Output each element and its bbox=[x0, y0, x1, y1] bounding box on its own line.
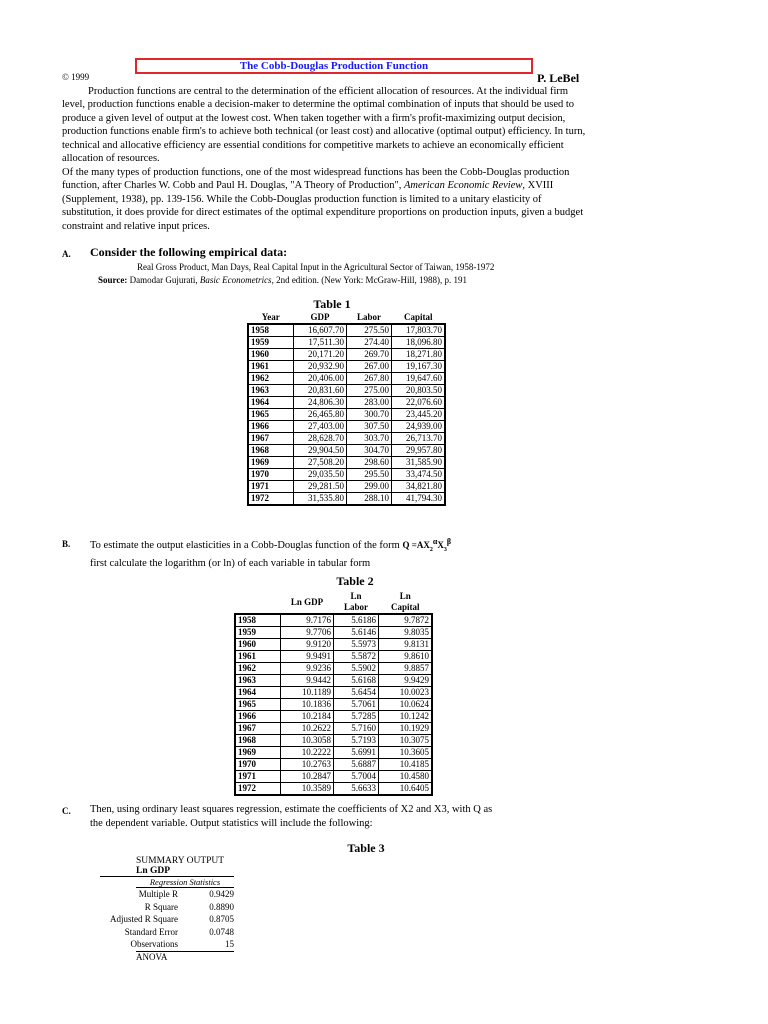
table1-row bbox=[248, 445, 445, 457]
table2-row bbox=[235, 627, 432, 639]
section-c-line1: Then, using ordinary least squares regression, estimate the coefficients of X2 and X3, with Q as bbox=[90, 804, 493, 815]
table2-row bbox=[235, 699, 432, 711]
section-c-letter: C. bbox=[62, 806, 71, 816]
table2-year-cell: 1971 bbox=[235, 771, 281, 783]
table2-year-cell: 1961 bbox=[235, 651, 281, 663]
table1-row bbox=[248, 361, 445, 373]
table2-title: Table 2 bbox=[336, 574, 374, 588]
table1-value-cell: 20,803.50 bbox=[392, 385, 446, 397]
intro-paragraph-2 bbox=[62, 166, 592, 233]
table1-year-cell: 1966 bbox=[248, 421, 294, 433]
formula-beta: β bbox=[446, 537, 452, 546]
table2-year-cell: 1965 bbox=[235, 699, 281, 711]
table2-value-cell: 10.4185 bbox=[379, 759, 433, 771]
table1-value-cell: 26,713.70 bbox=[392, 433, 446, 445]
table2-year-cell: 1958 bbox=[235, 614, 281, 627]
table1-value-cell: 23,445.20 bbox=[392, 409, 446, 421]
table2-value-cell: 5.6887 bbox=[334, 759, 379, 771]
intro-p2-post: , XVIII (Supplement, 1938), pp. 139-156. While the Cobb-Douglas production function is limited to a unitary elasticity of substitution, it does provide for direct estimates of the optimal expenditure proportions on production inputs, given a budget constraint and relative input prices. bbox=[62, 180, 584, 232]
table1-title: Table 1 bbox=[313, 297, 351, 311]
table2-year-cell: 1969 bbox=[235, 747, 281, 759]
table2-row bbox=[235, 614, 432, 627]
source-label: Source: bbox=[98, 275, 128, 285]
table2-year-cell: 1963 bbox=[235, 675, 281, 687]
table1-year-cell: 1965 bbox=[248, 409, 294, 421]
table1-value-cell: 26,465.80 bbox=[294, 409, 347, 421]
table1-year-cell: 1971 bbox=[248, 481, 294, 493]
table1-row bbox=[248, 493, 445, 506]
table1-row bbox=[248, 349, 445, 361]
journal-name: American Economic Review bbox=[404, 180, 523, 192]
table2-value-cell: 5.7193 bbox=[334, 735, 379, 747]
regression-stat-row bbox=[100, 901, 236, 914]
table2-value-cell: 10.2847 bbox=[281, 771, 334, 783]
table1-value-cell: 17,511.30 bbox=[294, 337, 347, 349]
table1-row bbox=[248, 409, 445, 421]
intro-text bbox=[62, 85, 592, 233]
regression-stat-label: Observations bbox=[130, 939, 178, 949]
table1-value-cell: 274.40 bbox=[347, 337, 392, 349]
table1-row bbox=[248, 433, 445, 445]
table1-row bbox=[248, 373, 445, 385]
table2-value-cell: 10.4580 bbox=[379, 771, 433, 783]
table1-value-cell: 304.70 bbox=[347, 445, 392, 457]
table1-year-cell: 1964 bbox=[248, 397, 294, 409]
table1-value-cell: 41,794.30 bbox=[392, 493, 446, 506]
table1-value-cell: 31,535.80 bbox=[294, 493, 347, 506]
table2-row bbox=[235, 711, 432, 723]
table1-value-cell: 288.10 bbox=[347, 493, 392, 506]
table1-header: GDP bbox=[310, 312, 330, 322]
table1 bbox=[247, 312, 446, 506]
table2-row bbox=[235, 651, 432, 663]
table2-value-cell: 5.6454 bbox=[334, 687, 379, 699]
source-description: Real Gross Product, Man Days, Real Capital Input in the Agricultural Sector of Taiwan, 1958-1972 bbox=[137, 262, 495, 272]
table1-value-cell: 300.70 bbox=[347, 409, 392, 421]
table2-row bbox=[235, 687, 432, 699]
table1-year-cell: 1972 bbox=[248, 493, 294, 506]
table1-value-cell: 19,167.30 bbox=[392, 361, 446, 373]
regression-stat-value: 0.9429 bbox=[209, 889, 234, 899]
table2-year-cell: 1962 bbox=[235, 663, 281, 675]
table1-row bbox=[248, 469, 445, 481]
table1-year-cell: 1960 bbox=[248, 349, 294, 361]
table2 bbox=[234, 591, 433, 796]
table1-value-cell: 299.00 bbox=[347, 481, 392, 493]
table2-value-cell: 5.6168 bbox=[334, 675, 379, 687]
page-title: The Cobb-Douglas Production Function bbox=[239, 60, 429, 72]
table2-value-cell: 5.7004 bbox=[334, 771, 379, 783]
table1-row bbox=[248, 421, 445, 433]
regression-stat-label: Adjusted R Square bbox=[110, 914, 178, 924]
table2-value-cell: 9.7872 bbox=[379, 614, 433, 627]
table1-year-cell: 1963 bbox=[248, 385, 294, 397]
table2-row bbox=[235, 639, 432, 651]
table1-value-cell: 33,474.50 bbox=[392, 469, 446, 481]
table1-value-cell: 29,035.50 bbox=[294, 469, 347, 481]
table2-value-cell: 9.9120 bbox=[281, 639, 334, 651]
table1-year-cell: 1968 bbox=[248, 445, 294, 457]
section-c-line2: the dependent variable. Output statistics will include the following: bbox=[90, 818, 373, 829]
table2-value-cell: 10.0624 bbox=[379, 699, 433, 711]
source-details: , 2nd edition. (New York: McGraw-Hill, 1988), p. 191 bbox=[271, 275, 468, 285]
table1-header: Capital bbox=[403, 312, 433, 322]
table1-value-cell: 269.70 bbox=[347, 349, 392, 361]
regression-stat-row bbox=[100, 913, 236, 926]
table2-row bbox=[235, 735, 432, 747]
table1-year-cell: 1967 bbox=[248, 433, 294, 445]
dependent-variable: Ln GDP bbox=[100, 866, 234, 877]
formula-sub2: 2 bbox=[429, 546, 433, 553]
table2-value-cell: 9.8857 bbox=[379, 663, 433, 675]
table1-value-cell: 22,076.60 bbox=[392, 397, 446, 409]
table1-year-cell: 1958 bbox=[248, 324, 294, 337]
table1-year-cell: 1970 bbox=[248, 469, 294, 481]
source-author: Damodar Gujurati, bbox=[129, 275, 200, 285]
table2-value-cell: 10.3058 bbox=[281, 735, 334, 747]
table2-value-cell: 10.6405 bbox=[379, 783, 433, 796]
table1-value-cell: 27,508.20 bbox=[294, 457, 347, 469]
table2-value-cell: 10.3605 bbox=[379, 747, 433, 759]
table2-value-cell: 5.5902 bbox=[334, 663, 379, 675]
table2-value-cell: 10.2763 bbox=[281, 759, 334, 771]
table1-row bbox=[248, 457, 445, 469]
table2-value-cell: 9.8035 bbox=[379, 627, 433, 639]
table1-row bbox=[248, 324, 445, 337]
formula-x3: X bbox=[437, 540, 444, 550]
table2-value-cell: 9.8131 bbox=[379, 639, 433, 651]
table1-value-cell: 283.00 bbox=[347, 397, 392, 409]
table2-row bbox=[235, 723, 432, 735]
table1-value-cell: 20,831.60 bbox=[294, 385, 347, 397]
table2-value-cell: 10.3075 bbox=[379, 735, 433, 747]
table1-value-cell: 267.00 bbox=[347, 361, 392, 373]
table2-value-cell: 5.5973 bbox=[334, 639, 379, 651]
regression-stat-row bbox=[100, 938, 236, 951]
table1-value-cell: 18,271.80 bbox=[392, 349, 446, 361]
table1-value-cell: 16,607.70 bbox=[294, 324, 347, 337]
table1-value-cell: 31,585.90 bbox=[392, 457, 446, 469]
table1-value-cell: 267.80 bbox=[347, 373, 392, 385]
section-b-letter: B. bbox=[62, 539, 71, 549]
table1-value-cell: 275.00 bbox=[347, 385, 392, 397]
regression-stat-value: 15 bbox=[225, 939, 234, 949]
table2-container bbox=[234, 591, 433, 796]
table1-value-cell: 295.50 bbox=[347, 469, 392, 481]
table1-value-cell: 19,647.60 bbox=[392, 373, 446, 385]
table1-value-cell: 275.50 bbox=[347, 324, 392, 337]
table2-year-cell: 1972 bbox=[235, 783, 281, 796]
section-a-heading: Consider the following empirical data: bbox=[90, 245, 288, 259]
table1-value-cell: 29,904.50 bbox=[294, 445, 347, 457]
table1-row bbox=[248, 337, 445, 349]
regression-stat-label: R Square bbox=[144, 901, 178, 912]
table2-year-cell: 1960 bbox=[235, 639, 281, 651]
table2-value-cell: 9.9491 bbox=[281, 651, 334, 663]
table1-year-cell: 1959 bbox=[248, 337, 294, 349]
table2-value-cell: 5.6991 bbox=[334, 747, 379, 759]
table2-row bbox=[235, 747, 432, 759]
source-book: Basic Econometrics bbox=[199, 275, 272, 285]
table2-value-cell: 10.2222 bbox=[281, 747, 334, 759]
table1-header: Year bbox=[261, 312, 280, 322]
table2-header: Ln Labor bbox=[343, 591, 368, 612]
table2-value-cell: 5.7160 bbox=[334, 723, 379, 735]
table1-row bbox=[248, 397, 445, 409]
table1-value-cell: 303.70 bbox=[347, 433, 392, 445]
section-b-text bbox=[90, 535, 451, 571]
table1-value-cell: 18,096.80 bbox=[392, 337, 446, 349]
table1-value-cell: 29,957.80 bbox=[392, 445, 446, 457]
regression-stat-value: 0.0748 bbox=[209, 926, 234, 937]
table2-value-cell: 10.1929 bbox=[379, 723, 433, 735]
regression-stat-value: 0.8705 bbox=[209, 914, 234, 924]
table2-value-cell: 9.8610 bbox=[379, 651, 433, 663]
section-b-intro: To estimate the output elasticities in a Cobb-Douglas function of the form bbox=[90, 540, 403, 551]
table2-year-cell: 1967 bbox=[235, 723, 281, 735]
table2-value-cell: 10.0023 bbox=[379, 687, 433, 699]
table1-row bbox=[248, 481, 445, 493]
summary-output-block bbox=[100, 856, 240, 962]
table2-row bbox=[235, 663, 432, 675]
author: P. LeBel bbox=[537, 71, 580, 85]
table1-value-cell: 17,803.70 bbox=[392, 324, 446, 337]
regression-stat-row bbox=[100, 926, 236, 939]
page-title-box bbox=[135, 58, 533, 74]
table2-year-cell: 1968 bbox=[235, 735, 281, 747]
table2-header: Ln GDP bbox=[290, 596, 324, 607]
intro-p2-pre: Of the many types of production functions, one of the most widespread functions has been the Cobb-Douglas production function, after Charles W. Cobb and Paul H. Douglas, "A Theory of Production", bbox=[62, 166, 570, 192]
table2-value-cell: 5.7061 bbox=[334, 699, 379, 711]
table2-value-cell: 5.6186 bbox=[334, 614, 379, 627]
table1-value-cell: 34,821.80 bbox=[392, 481, 446, 493]
table2-value-cell: 9.9236 bbox=[281, 663, 334, 675]
table2-value-cell: 5.5872 bbox=[334, 651, 379, 663]
table2-header bbox=[235, 591, 281, 614]
table1-header: Labor bbox=[356, 312, 381, 322]
table1-year-cell: 1969 bbox=[248, 457, 294, 469]
table2-value-cell: 9.9429 bbox=[379, 675, 433, 687]
summary-output-label: SUMMARY OUTPUT bbox=[136, 856, 225, 866]
table1-value-cell: 307.50 bbox=[347, 421, 392, 433]
table2-year-cell: 1970 bbox=[235, 759, 281, 771]
table2-value-cell: 10.2184 bbox=[281, 711, 334, 723]
table1-value-cell: 29,281.50 bbox=[294, 481, 347, 493]
section-b-line2: first calculate the logarithm (or ln) of each variable in tabular form bbox=[90, 557, 371, 569]
table2-value-cell: 10.1189 bbox=[281, 687, 334, 699]
table1-value-cell: 27,403.00 bbox=[294, 421, 347, 433]
table2-row bbox=[235, 783, 432, 796]
section-c-text bbox=[90, 803, 492, 831]
table2-year-cell: 1966 bbox=[235, 711, 281, 723]
table1-value-cell: 28,628.70 bbox=[294, 433, 347, 445]
section-a-letter: A. bbox=[62, 249, 71, 259]
table2-value-cell: 9.7176 bbox=[281, 614, 334, 627]
table2-value-cell: 9.9442 bbox=[281, 675, 334, 687]
table2-value-cell: 9.7706 bbox=[281, 627, 334, 639]
regression-statistics-label: Regression Statistics bbox=[136, 877, 234, 888]
table2-year-cell: 1964 bbox=[235, 687, 281, 699]
regression-stat-label: Multiple R bbox=[138, 889, 178, 899]
table2-value-cell: 5.6633 bbox=[334, 783, 379, 796]
regression-stat-value: 0.8890 bbox=[209, 901, 234, 912]
formula bbox=[402, 537, 452, 553]
table2-row bbox=[235, 771, 432, 783]
table2-value-cell: 10.2622 bbox=[281, 723, 334, 735]
table1-year-cell: 1961 bbox=[248, 361, 294, 373]
table2-header: Ln Capital bbox=[390, 591, 420, 612]
table1-value-cell: 20,932.90 bbox=[294, 361, 347, 373]
table2-row bbox=[235, 759, 432, 771]
table1-value-cell: 20,406.00 bbox=[294, 373, 347, 385]
table2-value-cell: 10.1836 bbox=[281, 699, 334, 711]
copyright: © 1999 bbox=[62, 72, 90, 82]
regression-stat-label: Standard Error bbox=[124, 926, 178, 937]
table2-value-cell: 10.3589 bbox=[281, 783, 334, 796]
table2-year-cell: 1959 bbox=[235, 627, 281, 639]
table1-value-cell: 24,939.00 bbox=[392, 421, 446, 433]
table3-title: Table 3 bbox=[347, 841, 385, 855]
table2-value-cell: 10.1242 bbox=[379, 711, 433, 723]
regression-stat-row bbox=[100, 888, 236, 901]
table1-container bbox=[247, 312, 446, 506]
source-citation bbox=[98, 275, 467, 285]
formula-alpha: α bbox=[432, 537, 438, 546]
intro-paragraph-1: Production functions are central to the determination of the efficient allocation of resources. At the individual firm level, production functions enable a decision-maker to determine the optimal combination of inputs that should be used to produce a given level of output at the lowest cost. When taken together with a firm's profit-maximizing output decision, production functions enable firm's to achieve both technical (or least cost) and allocative (optimal output) efficiency. In turn, technical and allocative efficiency are essential conditions for competitive markets to achieve an economically efficient allocation of resources. bbox=[62, 86, 586, 165]
section-b-line1 bbox=[90, 535, 451, 557]
table1-value-cell: 298.60 bbox=[347, 457, 392, 469]
table1-value-cell: 24,806.30 bbox=[294, 397, 347, 409]
formula-sub3: 3 bbox=[443, 546, 447, 553]
table2-value-cell: 5.7285 bbox=[334, 711, 379, 723]
table1-value-cell: 20,171.20 bbox=[294, 349, 347, 361]
table2-value-cell: 5.6146 bbox=[334, 627, 379, 639]
table1-row bbox=[248, 385, 445, 397]
anova-label: ANOVA bbox=[136, 951, 234, 962]
formula-q-ax: Q =AX bbox=[402, 540, 430, 550]
regression-stats-table bbox=[100, 888, 236, 951]
table1-year-cell: 1962 bbox=[248, 373, 294, 385]
table2-row bbox=[235, 675, 432, 687]
